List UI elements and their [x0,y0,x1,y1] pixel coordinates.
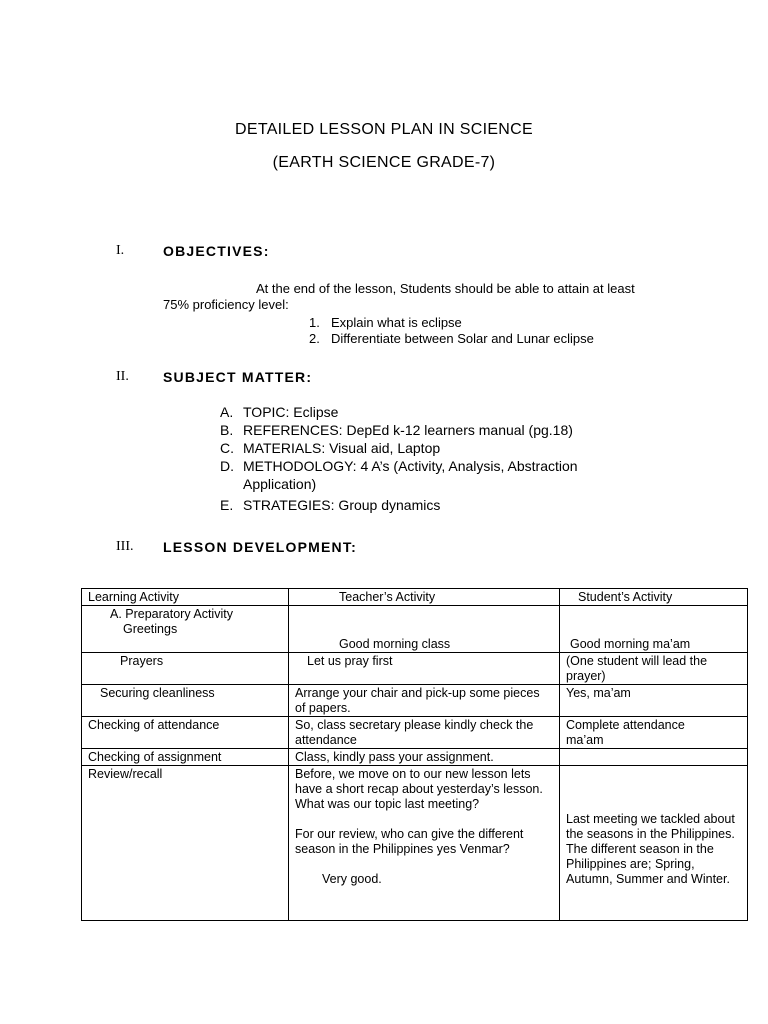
learning-preparatory: A. Preparatory Activity [110,607,233,621]
teacher-activity-cell: Let us pray first [289,653,560,685]
student-activity-cell: Complete attendance ma’am [560,717,748,749]
header-students-activity: Student’s Activity [560,589,748,606]
section-numeral-subject-matter: II. [116,369,129,384]
teacher-review-spacer [295,812,553,827]
teacher-activity-cell: Good morning class [289,606,560,653]
section-heading-objectives: OBJECTIVES: [163,243,270,259]
learning-greetings: Greetings [123,622,178,636]
student-activity-cell: Yes, ma’am [560,685,748,717]
teacher-review-spacer [295,857,553,872]
student-activity-cell: (One student will lead the prayer) [560,653,748,685]
learning-activity-cell: Checking of assignment [82,749,289,766]
table-row [82,749,748,766]
teacher-review-question: What was our topic last meeting? [295,797,480,811]
objectives-intro-line2: 75% proficiency level: [163,297,289,312]
teacher-activity-cell: Class, kindly pass your assignment. [289,749,560,766]
subject-marker-c: C. [220,440,234,456]
subject-marker-b: B. [220,422,234,438]
table-row [82,653,748,685]
objective-marker-2: 2. [309,331,320,346]
student-review-spacer [566,767,741,812]
header-learning-activity: Learning Activity [82,589,289,606]
student-activity-cell: Good morning ma’am [560,606,748,653]
table-row [82,766,748,921]
teacher-review-intro: Before, we move on to our new lesson lets have a short recap about yesterday’s lesson. [295,767,543,796]
learning-activity-cell: Review/recall [82,766,289,921]
teacher-activity-cell: Arrange your chair and pick-up some pieces of papers. [289,685,560,717]
subject-item-strategies: STRATEGIES: Group dynamics [243,497,441,513]
subject-marker-e: E. [220,497,234,513]
section-numeral-objectives: I. [116,243,125,258]
objective-marker-1: 1. [309,315,320,330]
subject-item-materials: MATERIALS: Visual aid, Laptop [243,440,441,456]
learning-activity-cell: Prayers [82,653,289,685]
section-heading-lesson-development: LESSON DEVELOPMENT: [163,539,357,555]
document-title: DETAILED LESSON PLAN IN SCIENCE [235,121,533,138]
teacher-activity-cell [289,766,560,921]
subject-item-references: REFERENCES: DepEd k-12 learners manual (pg.18) [243,422,573,438]
table-header-row [82,589,748,606]
subject-item-topic: TOPIC: Eclipse [243,404,339,420]
objective-text-2: Differentiate between Solar and Lunar eclipse [331,331,594,346]
student-review-answer-1: Last meeting we tackled about the seasons in the Philippines. [566,812,735,841]
teacher-review-ask: For our review, who can give the different season in the Philippines yes Venmar? [295,827,524,856]
lesson-development-table [81,588,748,921]
objective-text-1: Explain what is eclipse [331,315,462,330]
teacher-review-praise: Very good. [322,872,382,886]
table-row [82,717,748,749]
student-activity-cell [560,749,748,766]
learning-activity-cell: Checking of attendance [82,717,289,749]
subject-item-methodology: METHODOLOGY: 4 A’s (Activity, Analysis, Abstraction [243,458,578,474]
subject-marker-a: A. [220,404,234,420]
table-row [82,685,748,717]
subject-marker-d: D. [220,458,234,474]
objectives-intro-line1: At the end of the lesson, Students should be able to attain at least [256,281,635,296]
student-activity-cell [560,766,748,921]
student-review-answer-2: The different season in the Philippines are; Spring, Autumn, Summer and Winter. [566,842,730,886]
section-numeral-lesson-development: III. [116,539,134,554]
section-heading-subject-matter: SUBJECT MATTER: [163,369,313,385]
document-subtitle: (EARTH SCIENCE GRADE-7) [272,154,496,171]
learning-activity-cell: Securing cleanliness [82,685,289,717]
teacher-activity-cell: So, class secretary please kindly check the attendance [289,717,560,749]
header-teachers-activity: Teacher’s Activity [289,589,560,606]
table-row [82,606,748,653]
subject-item-methodology-cont: Application) [243,476,317,492]
learning-activity-cell [82,606,289,653]
